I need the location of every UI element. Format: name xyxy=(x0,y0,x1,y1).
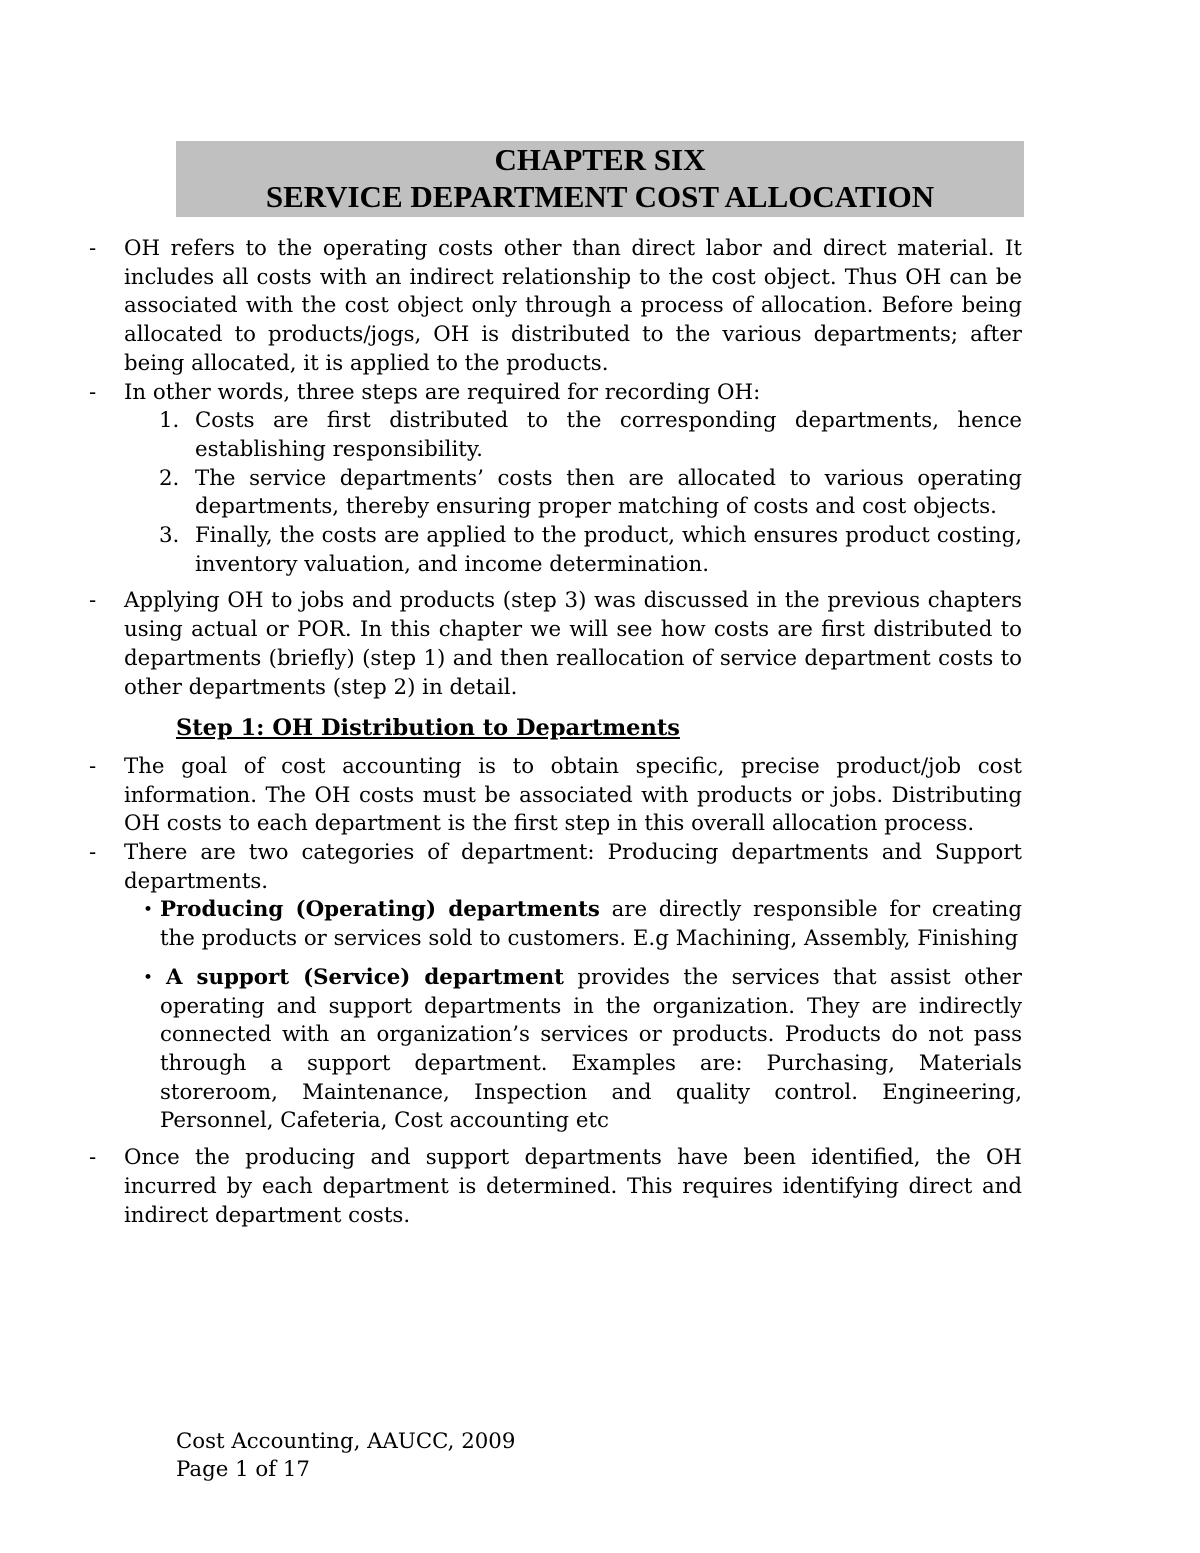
list-text: Costs are first distributed to the corresponding departments, hence establishing responsibility. xyxy=(195,408,1022,462)
list-item-step-1 xyxy=(0,407,1022,464)
bullet-support-department xyxy=(0,964,1022,1136)
paragraph-three-steps xyxy=(0,379,1022,408)
paragraph-text: Applying OH to jobs and products (step 3) was discussed in the previous chapters using actual or POR. In this chapter we will see how costs are first distributed to departments (briefly) (step 1) and then reallocation of service department costs to other departments (step 2) in detail. xyxy=(124,588,1022,700)
footer-course: Cost Accounting, AAUCC, 2009 xyxy=(176,1429,516,1454)
chapter-header xyxy=(176,141,1024,217)
list-text: Finally, the costs are applied to the product, which ensures product costing, inventory valuation, and income determination. xyxy=(195,523,1022,577)
chapter-title: SERVICE DEPARTMENT COST ALLOCATION xyxy=(265,179,935,214)
paragraph-text: The goal of cost accounting is to obtain specific, precise product/job cost information. The OH costs must be associated with products or jobs. Distributing OH costs to each department is the first step in this overall allocation process. xyxy=(124,753,1022,837)
bullet-marker: • xyxy=(143,900,154,921)
dash-marker: - xyxy=(89,840,97,866)
list-item-step-2 xyxy=(0,465,1022,522)
chapter-number: CHAPTER SIX xyxy=(494,142,706,177)
dash-marker: - xyxy=(89,753,97,779)
list-number: 2. xyxy=(159,465,180,491)
section-heading-step-1: Step 1: OH Distribution to Departments xyxy=(176,715,680,742)
list-text: The service departments’ costs then are allocated to various operating departments, thereby ensuring proper matching of costs and cost objects. xyxy=(195,465,1022,520)
paragraph-categories xyxy=(0,839,1022,896)
list-number: 3. xyxy=(159,523,180,549)
bullet-marker: • xyxy=(143,967,154,988)
bullet-text: provides the services that assist other operating and support departments in the organization. They are indirectly connected with an organization’s services or products. Products do not pass through a support department. Examples are: Purchasing, Materials storeroom, Maintenance, Inspection and quality control. Engineering, Personnel, Cafeteria, Cost accounting etc xyxy=(160,964,1022,1134)
paragraph-applying-oh xyxy=(0,587,1022,702)
paragraph-text: Once the producing and support departments have been identified, the OH incurred by each department is determined. This requires identifying direct and indirect department costs. xyxy=(124,1145,1022,1228)
page-footer xyxy=(176,1428,515,1484)
paragraph-text: In other words, three steps are required for recording OH: xyxy=(124,379,761,405)
dash-marker: - xyxy=(89,236,97,261)
list-item-step-3 xyxy=(0,522,1022,579)
bold-term: A support (Service) department xyxy=(166,964,564,990)
bullet-producing-departments xyxy=(0,896,1022,953)
bold-term: Producing (Operating) departments xyxy=(160,897,600,923)
document-body xyxy=(0,235,1200,1230)
paragraph-once-identified xyxy=(0,1144,1022,1230)
paragraph-goal xyxy=(0,753,1022,839)
paragraph-text: There are two categories of department: Producing departments and Support departments. xyxy=(124,840,1022,894)
paragraph-text: OH refers to the operating costs other than direct labor and direct material. It includes all costs with an indirect relationship to the cost object. Thus OH can be associated with the cost object only through a process of allocation. Before being allocated to products/jogs, OH is distributed to the various departments; after being allocated, it is applied to the products. xyxy=(124,236,1022,376)
dash-marker: - xyxy=(89,588,97,614)
dash-marker: - xyxy=(89,379,97,405)
list-number: 1. xyxy=(159,408,180,434)
dash-marker: - xyxy=(89,1145,97,1171)
footer-page-number: Page 1 of 17 xyxy=(176,1457,310,1482)
bullet-text: are directly responsible for creating the products or services sold to customers. E.g Machining, Assembly, Finishing xyxy=(160,897,1022,952)
paragraph-oh-definition xyxy=(0,235,1022,379)
